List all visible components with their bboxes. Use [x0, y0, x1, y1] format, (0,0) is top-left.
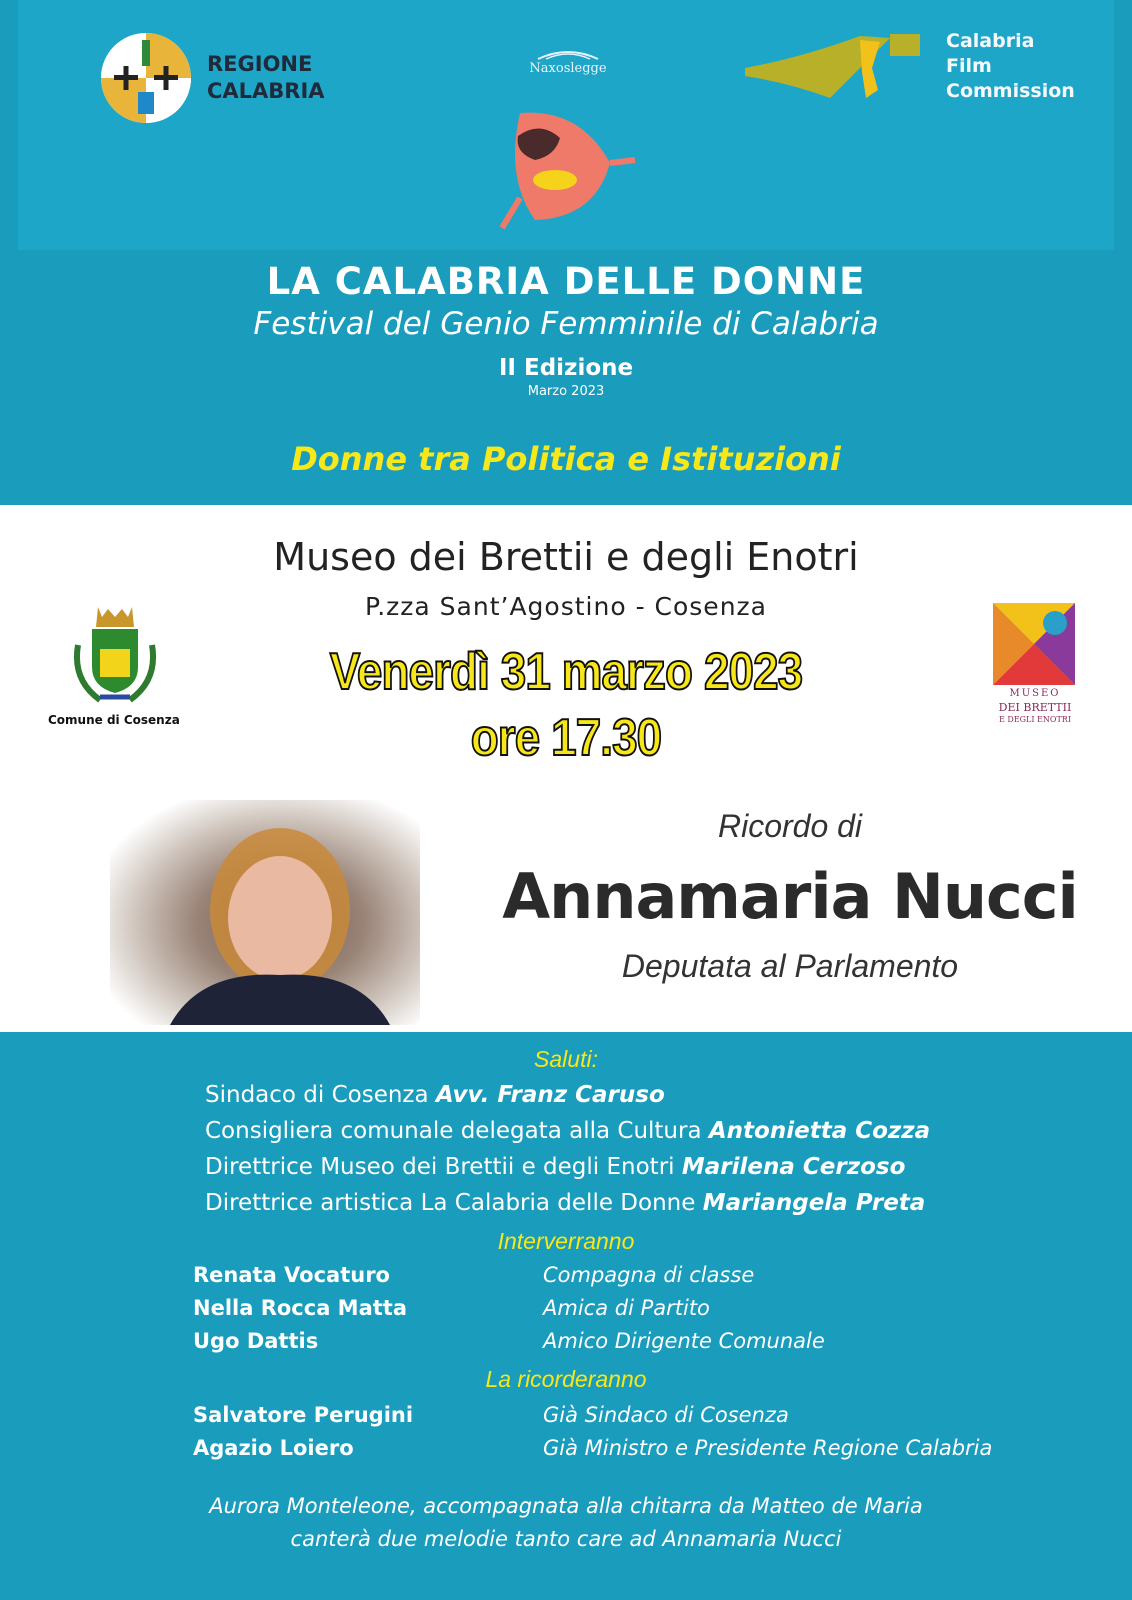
saluti-role: Direttrice artistica La Calabria delle Donne: [205, 1190, 703, 1216]
festival-boat-icon: [500, 108, 640, 238]
event-date: Venerdì 31 marzo 2023: [329, 643, 803, 701]
museo-brettii-logo-icon: [993, 603, 1075, 685]
speaker-role: Amica di Partito: [543, 1296, 710, 1320]
museo-logo-label-2: DEI BRETTII: [998, 701, 1072, 714]
film-commission-icon: [740, 28, 935, 106]
book-icon: [518, 45, 618, 61]
saluti-item: [205, 1154, 905, 1180]
interverranno-heading: Interverranno: [497, 1228, 635, 1254]
speaker-role: Compagna di classe: [543, 1263, 755, 1287]
saluti-heading: Saluti:: [534, 1046, 598, 1072]
saluti-item: [205, 1118, 930, 1144]
honoree-role: Deputata al Parlamento: [621, 948, 959, 984]
regione-label-1: REGIONE: [207, 52, 313, 76]
saluti-item: [205, 1190, 925, 1216]
festival-edition-date: Marzo 2023: [527, 384, 605, 399]
museo-logo-label-3: E DEGLI ENOTRI: [999, 715, 1071, 724]
comune-label: Comune di Cosenza: [48, 713, 180, 727]
naxoslegge-logo: [518, 45, 618, 85]
event-time: ore 17.30: [470, 709, 662, 767]
honoree-photo: [110, 800, 420, 1025]
festival-subtitle: Festival del Genio Femminile di Calabria: [253, 306, 879, 342]
speaker-name: Salvatore Perugini: [193, 1403, 414, 1427]
saluti-role: Consigliera comunale delegata alla Cultura: [205, 1118, 709, 1144]
museo-logo-label-1: MUSEO: [1009, 688, 1061, 699]
footer-line-1: Aurora Monteleone, accompagnata alla chitarra da Matteo de Maria: [209, 1494, 923, 1518]
speaker-name: Nella Rocca Matta: [193, 1296, 407, 1320]
speaker-name: Agazio Loiero: [193, 1436, 354, 1460]
film-label-1: Calabria: [946, 30, 1035, 52]
venue-name: Museo dei Brettii e degli Enotri: [273, 535, 859, 579]
film-label-2: Film: [946, 55, 992, 77]
saluti-person: Avv. Franz Caruso: [435, 1082, 665, 1108]
speaker-role: Già Ministro e Presidente Regione Calabria: [543, 1436, 993, 1460]
speaker-name: Renata Vocaturo: [193, 1263, 390, 1287]
saluti-person: Marilena Cerzoso: [681, 1154, 906, 1180]
footer-line-2: canterà due melodie tanto care ad Annamaria Nucci: [290, 1527, 842, 1551]
portrait-icon: [110, 800, 420, 1025]
saluti-role: Direttrice Museo dei Brettii e degli Enotri: [205, 1154, 682, 1180]
speaker-role: Già Sindaco di Cosenza: [543, 1403, 789, 1427]
ricorderanno-heading: La ricorderanno: [485, 1366, 647, 1392]
ricordo-label: Ricordo di: [717, 808, 863, 844]
honoree-name: Annamaria Nucci: [502, 860, 1078, 933]
venue-address: P.zza Sant’Agostino - Cosenza: [365, 592, 767, 621]
speaker-name: Ugo Dattis: [193, 1329, 319, 1353]
saluti-role: Sindaco di Cosenza: [205, 1082, 436, 1108]
saluti-person: Mariangela Preta: [702, 1190, 926, 1216]
saluti-item: [205, 1082, 665, 1108]
naxoslegge-label: Naxoslegge: [529, 61, 607, 76]
festival-theme: Donne tra Politica e Istituzioni: [291, 440, 841, 478]
regione-label-2: CALABRIA: [207, 79, 325, 103]
festival-title: LA CALABRIA DELLE DONNE: [266, 260, 866, 303]
regione-calabria-emblem-icon: [100, 32, 192, 124]
comune-cosenza-crest-icon: [70, 605, 160, 710]
saluti-person: Antonietta Cozza: [708, 1118, 931, 1144]
speaker-role: Amico Dirigente Comunale: [543, 1329, 825, 1353]
festival-edition: II Edizione: [498, 355, 634, 381]
film-label-3: Commission: [946, 80, 1075, 102]
